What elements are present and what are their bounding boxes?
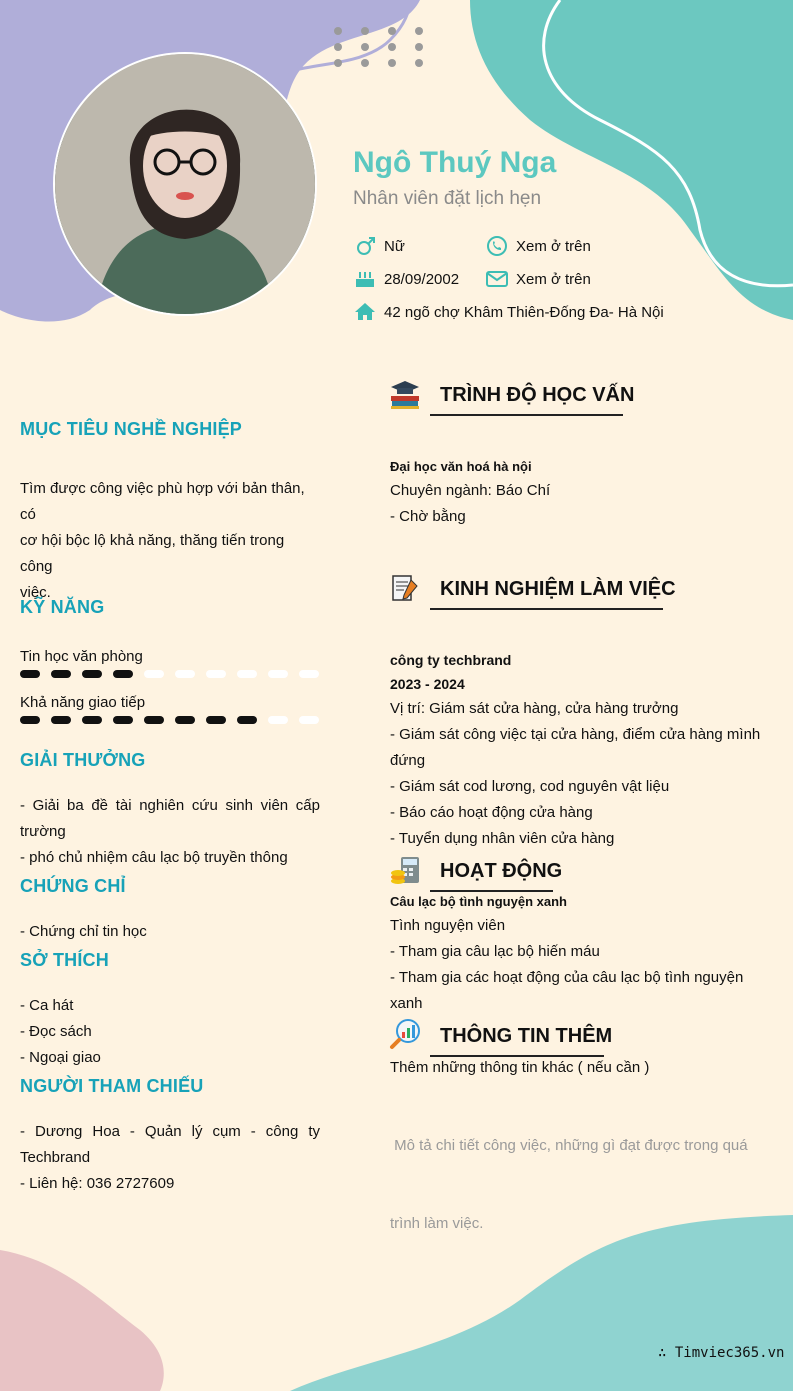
education-school: Đại học văn hoá hà nội (390, 459, 532, 474)
experience-line: - Tuyển dụng nhân viên cửa hàng (390, 830, 615, 847)
education-underline (430, 414, 623, 416)
email-value: Xem ở trên (516, 271, 591, 288)
skill-dash-filled (175, 716, 195, 724)
avatar (53, 52, 317, 316)
activity-line: Tình nguyện viên (390, 917, 506, 934)
education-status: - Chờ bằng (390, 508, 466, 525)
experience-line: Vị trí: Giám sát cửa hàng, cửa hàng trưởng (390, 700, 679, 717)
skill-dash-empty (299, 670, 319, 678)
awards-heading: GIẢI THƯỞNG (20, 750, 146, 770)
skill-dash-filled (20, 670, 40, 678)
skill-dash-empty (268, 716, 288, 724)
activity-line: xanh (390, 995, 423, 1012)
gender-icon (354, 234, 378, 258)
skill-dash-filled (51, 716, 71, 724)
experience-line: - Báo cáo hoạt động cửa hàng (390, 804, 593, 821)
hint-line: Mô tả chi tiết công việc, những gì đạt được trong quá (390, 1137, 748, 1154)
gender-value: Nữ (384, 238, 405, 255)
experience-details (390, 696, 770, 852)
candidate-name: Ngô Thuý Nga (353, 146, 557, 179)
activities-underline (430, 890, 553, 892)
home-icon (353, 300, 377, 324)
activities-heading: HOẠT ĐỘNG (440, 860, 563, 882)
awards-line: - phó chủ nhiệm câu lạc bộ truyền thông (20, 849, 288, 866)
skill-dash-filled (237, 716, 257, 724)
skills-heading: KỸ NĂNG (20, 597, 105, 617)
info-icon (389, 1018, 421, 1050)
experience-heading: KINH NGHIỆM LÀM VIỆC (440, 578, 676, 600)
activities-details (390, 913, 770, 1017)
activity-icon (389, 855, 421, 887)
experience-line: - Giám sát cod lương, cod nguyên vật liệu (390, 778, 670, 795)
address-value: 42 ngõ chợ Khâm Thiên-Đống Đa- Hà Nội (384, 304, 664, 321)
education-heading: TRÌNH ĐỘ HỌC VẤN (440, 384, 635, 406)
hobbies-text (20, 993, 320, 1071)
skill-dash-filled (206, 716, 226, 724)
experience-underline (430, 608, 663, 610)
activities-org: Câu lạc bộ tình nguyện xanh (390, 894, 567, 909)
awards-text (20, 793, 320, 871)
skill-label: Tin học văn phòng (20, 648, 143, 665)
skill-dash-empty (206, 670, 226, 678)
footer-brand: ∴ Timviec365.vn (658, 1345, 785, 1361)
skill-level-bar (20, 715, 320, 725)
reference-line: - Dương Hoa - Quản lý cụm - công ty (20, 1123, 320, 1140)
awards-line: trường (20, 823, 66, 840)
skill-dash-empty (237, 670, 257, 678)
graduation-icon (389, 378, 421, 410)
hobby-line: - Ca hát (20, 997, 74, 1014)
birthday-cake-icon (353, 267, 377, 291)
references-heading: NGƯỜI THAM CHIẾU (20, 1076, 204, 1096)
certificates-heading: CHỨNG CHỈ (20, 876, 126, 896)
skill-dash-filled (51, 670, 71, 678)
skill-dash-filled (113, 716, 133, 724)
objective-line: Tìm được công việc phù hợp với bản thân, có (20, 480, 305, 523)
skill-dash-filled (113, 670, 133, 678)
activity-line: - Tham gia câu lạc bộ hiến máu (390, 943, 600, 960)
email-icon (485, 267, 509, 291)
birthday-value: 28/09/2002 (384, 271, 460, 288)
phone-icon (485, 234, 509, 258)
skill-dash-filled (144, 716, 164, 724)
reference-line: - Liên hệ: 036 2727609 (20, 1175, 175, 1192)
skill-label: Khả năng giao tiếp (20, 694, 146, 711)
skill-dash-empty (299, 716, 319, 724)
education-major: Chuyên ngành: Báo Chí (390, 482, 551, 499)
certificate-line: - Chứng chỉ tin học (20, 923, 147, 940)
skill-dash-filled (82, 716, 102, 724)
experience-period: 2023 - 2024 (390, 676, 465, 692)
reference-line: Techbrand (20, 1149, 91, 1166)
skill-dash-filled (82, 670, 102, 678)
skill-level-bar (20, 669, 320, 679)
certificates-text (20, 919, 320, 945)
skill-dash-empty (175, 670, 195, 678)
more-info-heading: THÔNG TIN THÊM (440, 1025, 613, 1047)
experience-line: - Giám sát công việc tại cửa hàng, điểm cửa hàng mình (390, 726, 761, 743)
activity-line: - Tham gia các hoạt động của câu lạc bộ tình nguyện (390, 969, 744, 986)
skill-dash-filled (20, 716, 40, 724)
candidate-title: Nhân viên đặt lịch hẹn (353, 188, 542, 209)
objective-heading: MỤC TIÊU NGHỀ NGHIỆP (20, 419, 243, 439)
skill-dash-empty (144, 670, 164, 678)
hobby-line: - Ngoại giao (20, 1049, 101, 1066)
experience-icon (389, 572, 421, 604)
objective-text (20, 476, 320, 606)
more-info-line: Thêm những thông tin khác ( nếu cần ) (390, 1059, 650, 1076)
objective-line: cơ hội bộc lộ khả năng, thăng tiến trong công (20, 532, 285, 575)
objective-line: việc. (20, 584, 51, 601)
experience-line: đứng (390, 752, 426, 769)
portrait-illustration (55, 54, 315, 314)
experience-company: công ty techbrand (390, 652, 512, 668)
hobbies-heading: SỞ THÍCH (20, 950, 109, 970)
references-text (20, 1119, 320, 1197)
awards-line: - Giải ba đề tài nghiên cứu sinh viên cấp (20, 797, 320, 814)
phone-value: Xem ở trên (516, 238, 591, 255)
hobby-line: - Đọc sách (20, 1023, 92, 1040)
hint-line: trình làm việc. (390, 1215, 484, 1232)
skill-dash-empty (268, 670, 288, 678)
more-info-hint (390, 1081, 770, 1289)
